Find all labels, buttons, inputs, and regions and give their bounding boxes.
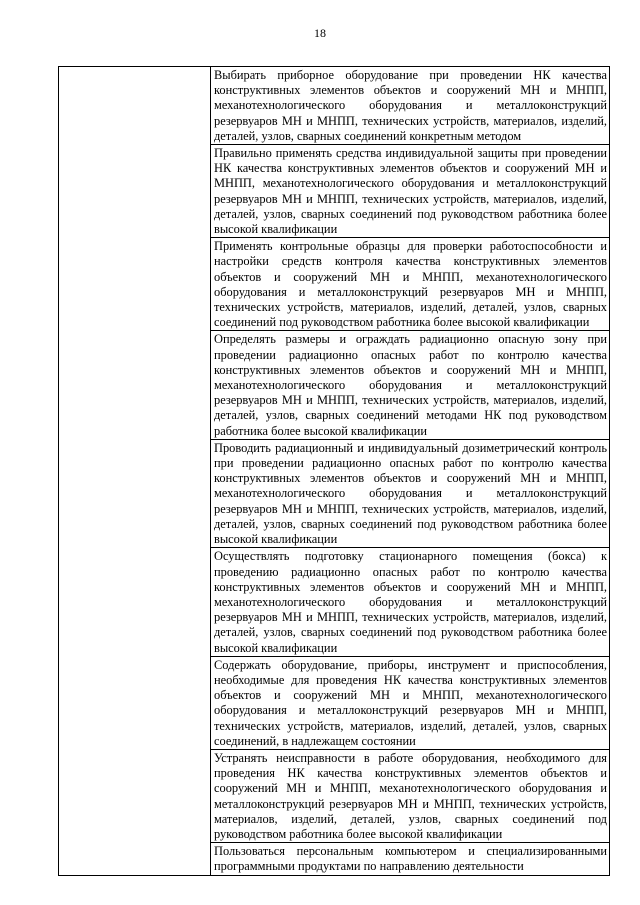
skill-cell [211, 145, 610, 238]
left-label-cell [59, 67, 211, 876]
skill-text: Осуществлять подготовку стационарного помещения (бокса) к проведению радиационно опасных работ по контролю качества конструктивных элементов объектов и сооружений МН и МНПП, механотехнологического оборудования и металлоконструкций резервуаров МН и МНПП, технических устройств, материалов, изделий, деталей, узлов, сварных соединений под руководством работника более высокой квалификации [214, 549, 607, 655]
skill-cell [211, 749, 610, 842]
skill-text: Выбирать приборное оборудование при проведении НК качества конструктивных элементов объектов и сооружений МН и МНПП, механотехнологического оборудования и металлоконструкций резервуаров МН и МНПП, технических устройств, материалов, изделий, деталей, узлов, сварных соединений конкретным методом [214, 68, 607, 143]
skill-text: Пользоваться персональным компьютером и специализированными программными продуктами по направлению деятельности [214, 844, 607, 874]
skill-cell [211, 67, 610, 145]
skill-cell [211, 656, 610, 749]
skill-text: Правильно применять средства индивидуальной защиты при проведении НК качества конструктивных элементов объектов и сооружений МН и МНПП, механотехнологического оборудования и металлоконструкций резервуаров МН и МНПП, технических устройств, материалов, изделий, деталей, узлов, сварных соединений под руководством работника более высокой квалификации [214, 146, 607, 237]
skill-text: Применять контрольные образцы для проверки работоспособности и настройки средств контроля качества конструктивных элементов объектов и сооружений МН и МНПП, механотехнологического оборудования и металлоконструкций резервуаров МН и МНПП, технических устройств, материалов, изделий, деталей, узлов, сварных соединений под руководством работника более высокой квалификации [214, 239, 607, 330]
skills-table [58, 66, 610, 876]
skill-text: Определять размеры и ограждать радиационно опасную зону при проведении радиационно опасных работ по контролю качества конструктивных элементов объектов и сооружений МН и МНПП, механотехнологического оборудования и металлоконструкций резервуаров МН и МНПП, технических устройств, материалов, изделий, деталей, узлов, сварных соединений методами НК под руководством работника более высокой квалификации [214, 332, 607, 438]
page-number: 18 [314, 26, 326, 40]
table-row [59, 67, 610, 145]
skill-text: Проводить радиационный и индивидуальный дозиметрический контроль при проведении радиационно опасных работ по контролю качества конструктивных элементов объектов и сооружений МН и МНПП, механотехнологического оборудования и металлоконструкций резервуаров МН и МНПП, технических устройств, материалов, изделий, деталей, узлов, сварных соединений под руководством работника более высокой квалификации [214, 440, 607, 547]
skill-cell [211, 238, 610, 331]
skill-cell [211, 439, 610, 547]
skill-text: Содержать оборудование, приборы, инструмент и приспособления, необходимые для проведения НК качества конструктивных элементов объектов и сооружений МН и МНПП, механотехнологического оборудования и металлоконструкций резервуаров МН и МНПП, технических устройств, материалов, изделий, деталей, узлов, сварных соединений, в надлежащем состоянии [214, 657, 607, 748]
skill-cell [211, 331, 610, 439]
skill-cell [211, 843, 610, 875]
skill-cell [211, 548, 610, 656]
skill-text: Устранять неисправности в работе оборудования, необходимого для проведения НК качества конструктивных элементов объектов и сооружений МН и МНПП, механотехнологического оборудования и металлоконструкций резервуаров МН и МНПП, технических устройств, материалов, изделий, деталей, узлов, сварных соединений под руководством работника более высокой квалификации [214, 750, 607, 841]
